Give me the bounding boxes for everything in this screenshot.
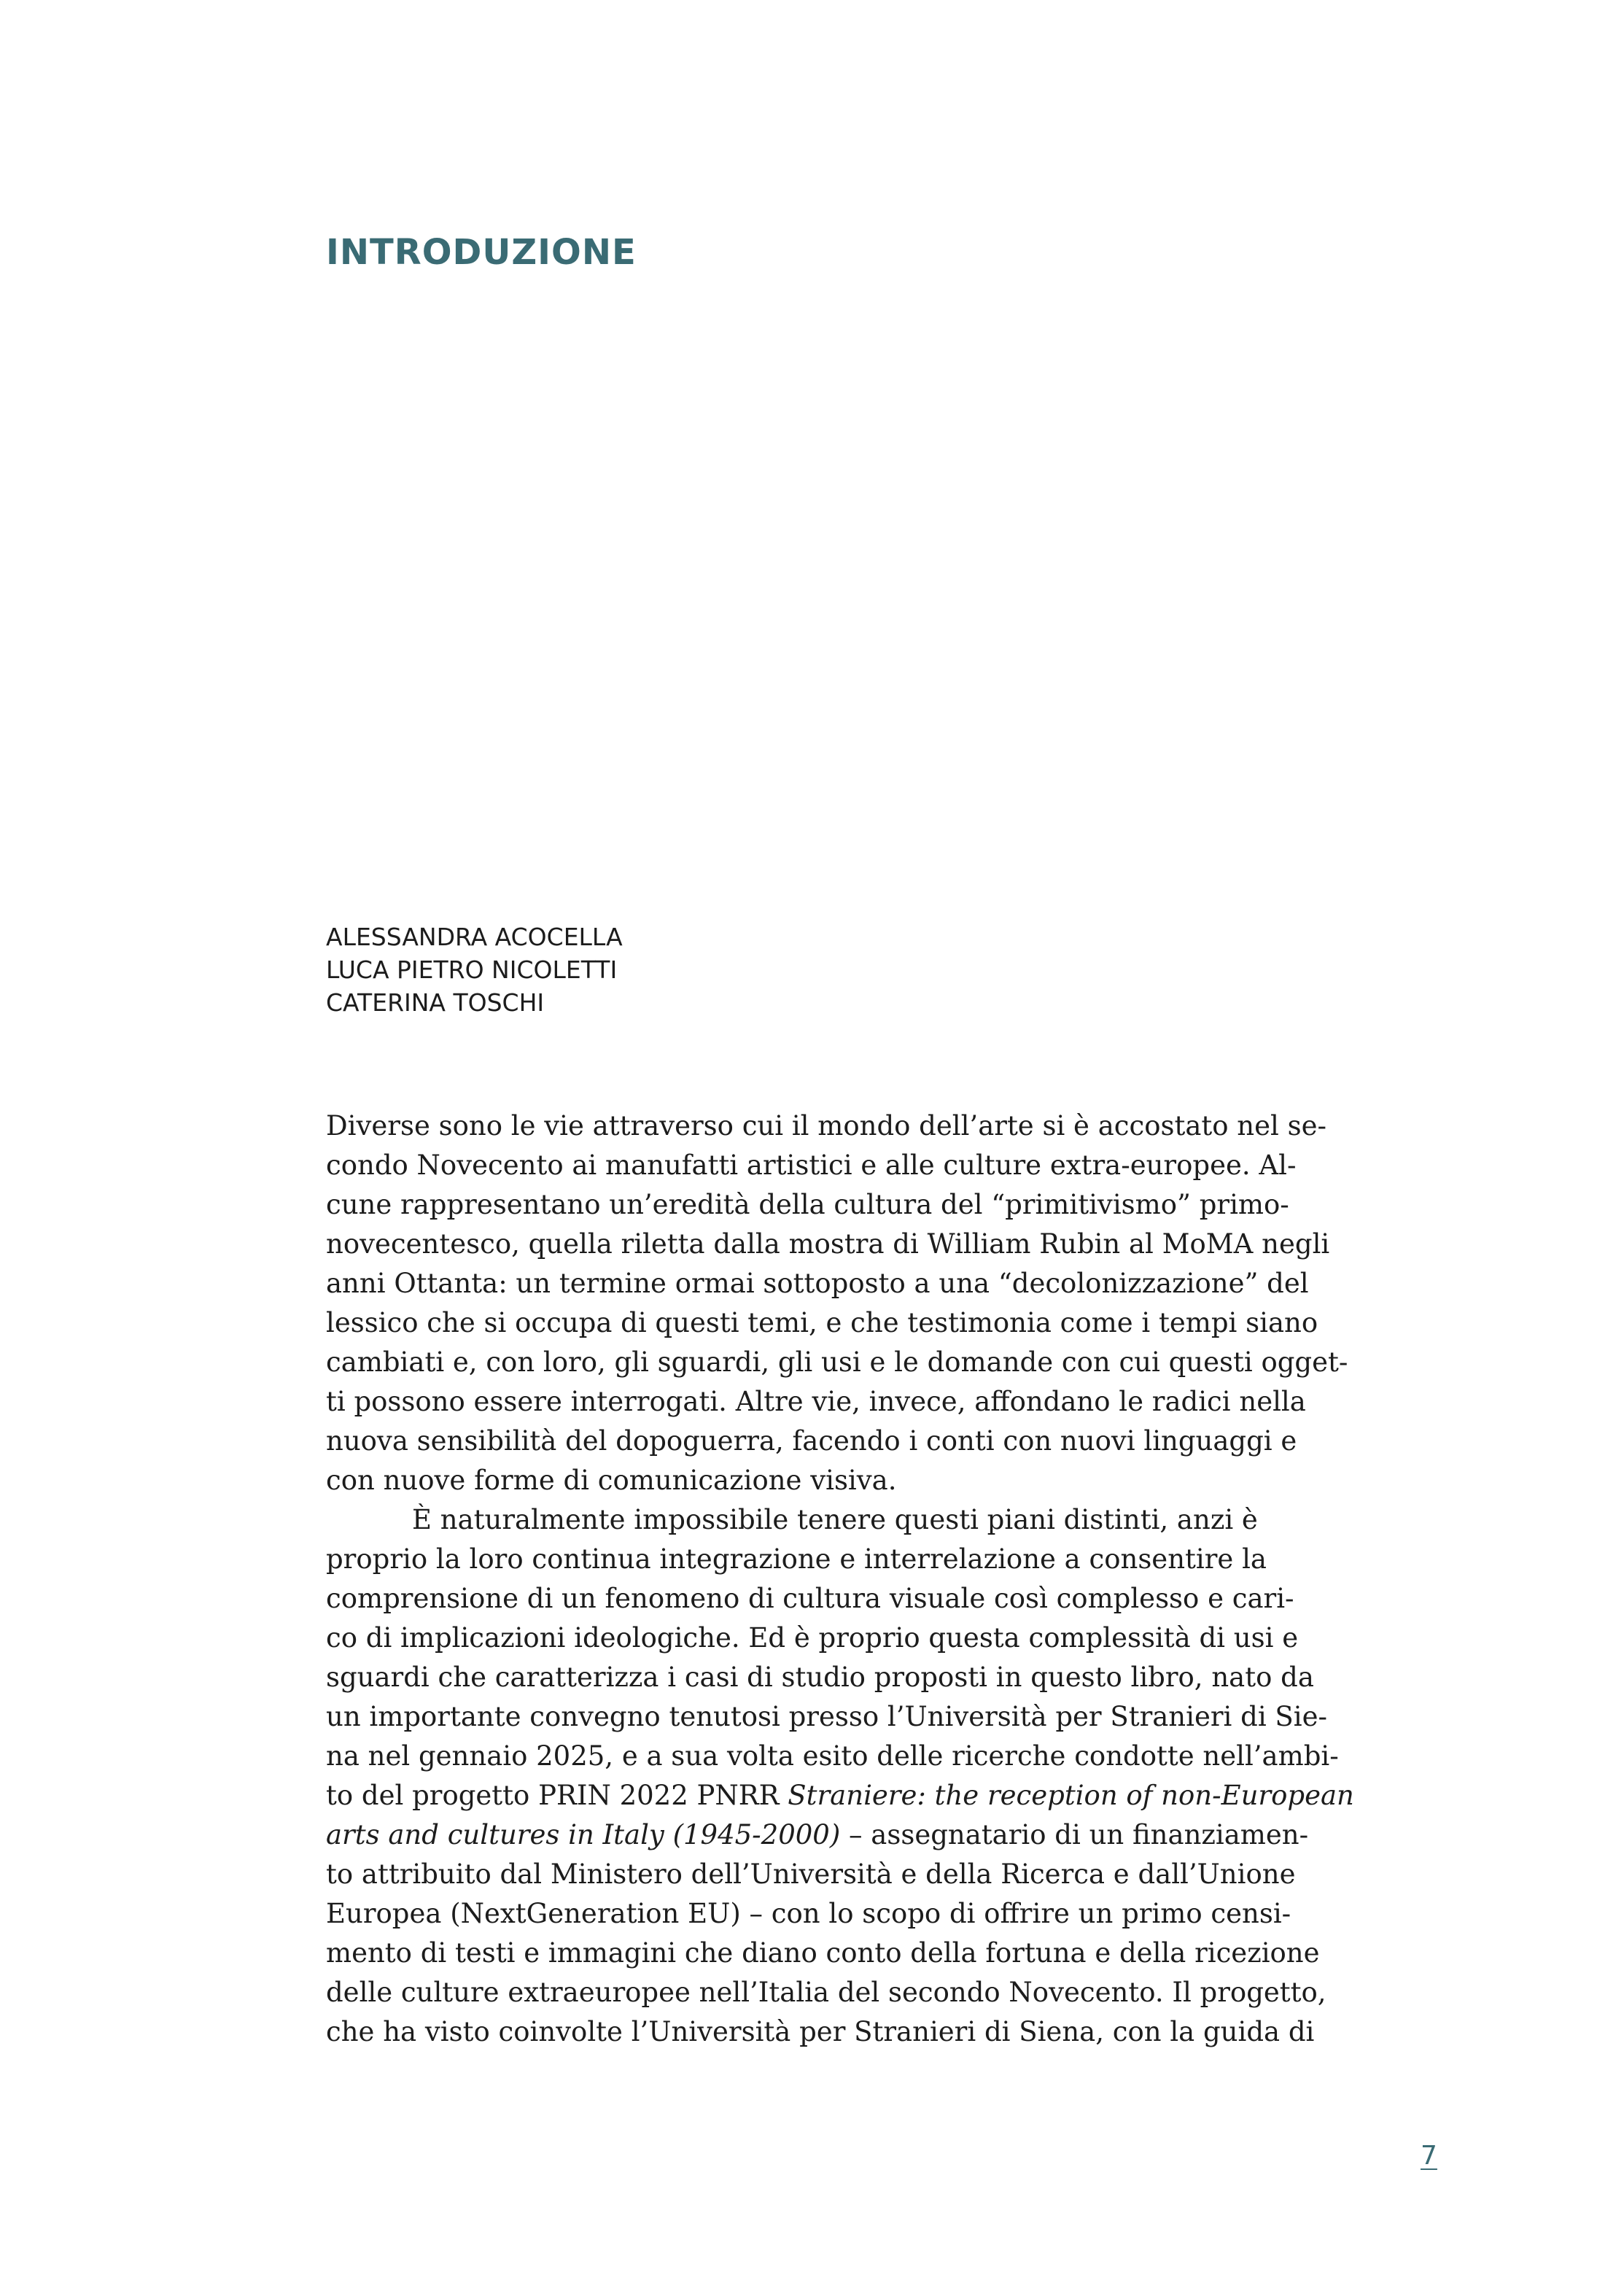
text-line: sguardi che caratterizza i casi di studio proposti in questo libro, nato da bbox=[326, 1662, 1314, 1693]
text-line: delle culture extraeuropee nell’Italia del secondo Novecento. Il progetto, bbox=[326, 1977, 1326, 2008]
text-line: novecentesco, quella riletta dalla mostra di William Rubin al MoMA negli bbox=[326, 1228, 1330, 1260]
project-title-italic: Straniere: the reception of non-European bbox=[788, 1780, 1354, 1811]
text-line: mento di testi e immagini che diano conto della fortuna e della ricezione bbox=[326, 1937, 1320, 1969]
author-name: LUCA PIETRO NICOLETTI bbox=[326, 956, 618, 984]
text-line: comprensione di un fenomeno di cultura visuale così complesso e cari- bbox=[326, 1583, 1294, 1614]
text-line: proprio la loro continua integrazione e interrelazione a consentire la bbox=[326, 1543, 1267, 1575]
page-number: 7 bbox=[1421, 2141, 1437, 2171]
text-line: co di implicazioni ideologiche. Ed è proprio questa complessità di usi e bbox=[326, 1622, 1299, 1654]
text-line bbox=[326, 1815, 1309, 1855]
text-line: cune rappresentano un’eredità della cultura del “primitivismo” primo- bbox=[326, 1189, 1289, 1220]
author-list bbox=[326, 920, 623, 1019]
text-line: lessico che si occupa di questi temi, e che testimonia come i tempi siano bbox=[326, 1307, 1318, 1338]
text-line: Diverse sono le vie attraverso cui il mondo dell’arte si è accostato nel se- bbox=[326, 1110, 1327, 1142]
text-line: nuova sensibilità del dopoguerra, facendo i conti con nuovi linguaggi e bbox=[326, 1425, 1297, 1457]
text-line: con nuove forme di comunicazione visiva. bbox=[326, 1465, 897, 1496]
text-line: Europea (NextGeneration EU) – con lo scopo di offrire un primo censi- bbox=[326, 1898, 1291, 1929]
chapter-title: INTRODUZIONE bbox=[326, 232, 637, 273]
text-line: cambiati e, con loro, gli sguardi, gli usi e le domande con cui questi ogget- bbox=[326, 1346, 1348, 1378]
text-segment: – assegnatario di un finanziamen- bbox=[849, 1819, 1309, 1850]
author-name: ALESSANDRA ACOCELLA bbox=[326, 923, 623, 951]
text-line: che ha visto coinvolte l’Università per Stranieri di Siena, con la guida di bbox=[326, 2016, 1315, 2047]
text-line bbox=[326, 1776, 1354, 1815]
body-text bbox=[326, 1106, 1354, 2052]
text-line: na nel gennaio 2025, e a sua volta esito delle ricerche condotte nell’ambi- bbox=[326, 1740, 1339, 1772]
project-title-italic: arts and cultures in Italy (1945-2000) bbox=[326, 1819, 841, 1850]
text-line: È naturalmente impossibile tenere questi piani distinti, anzi è bbox=[412, 1504, 1258, 1535]
text-line: anni Ottanta: un termine ormai sottoposto a una “decolonizzazione” del bbox=[326, 1268, 1309, 1299]
text-line: ti possono essere interrogati. Altre vie, invece, affondano le radici nella bbox=[326, 1386, 1306, 1417]
author-name: CATERINA TOSCHI bbox=[326, 988, 545, 1017]
text-line: condo Novecento ai manufatti artistici e alle culture extra-europee. Al- bbox=[326, 1150, 1297, 1181]
text-line: un importante convegno tenutosi presso l’Università per Stranieri di Sie- bbox=[326, 1701, 1328, 1732]
text-segment: to del progetto PRIN 2022 PNRR bbox=[326, 1780, 780, 1811]
text-line: to attribuito dal Ministero dell’Università e della Ricerca e dall’Unione bbox=[326, 1858, 1296, 1890]
